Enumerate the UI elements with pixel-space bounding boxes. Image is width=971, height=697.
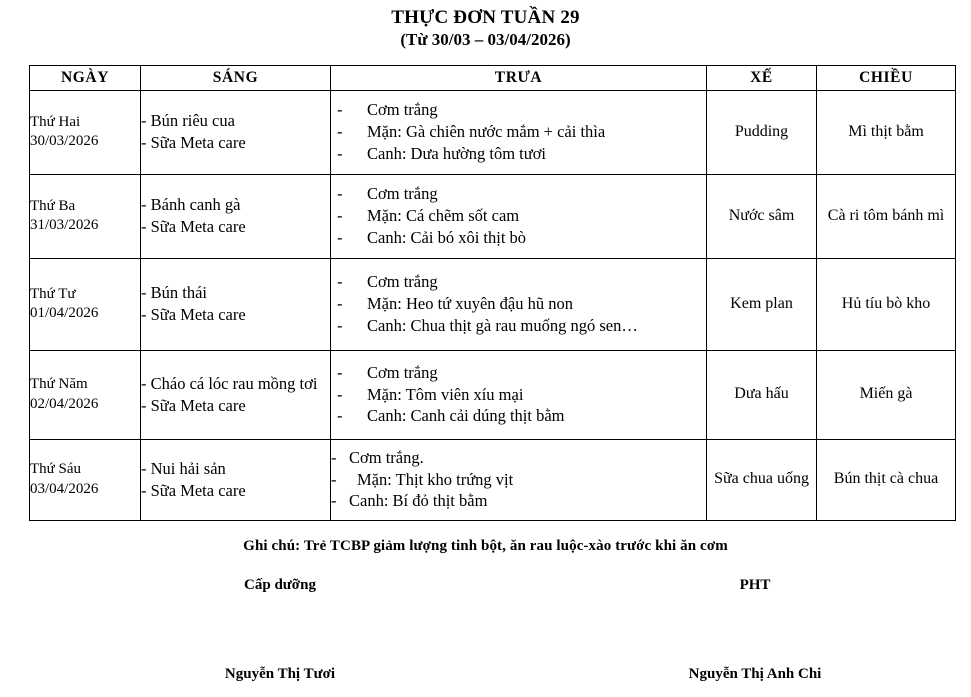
lunch-item-text: Canh: Dưa hường tôm tươi [367, 143, 547, 163]
cell-evening: Cà ri tôm bánh mì [817, 174, 956, 258]
lunch-item [331, 405, 706, 427]
bullet-dash: - [331, 469, 337, 489]
cell-day [30, 90, 141, 174]
cell-lunch [331, 439, 707, 520]
lunch-item [331, 121, 706, 143]
signature-section [0, 577, 971, 697]
table-row [30, 90, 956, 174]
bullet-dash: - [337, 227, 343, 247]
column-header-evening: CHIỀU [817, 65, 956, 90]
column-header-day: NGÀY [30, 65, 141, 90]
cell-day [30, 258, 141, 350]
document-date-range: (Từ 30/03 – 03/04/2026) [400, 30, 571, 50]
cell-snack: Sữa chua uống [707, 439, 817, 520]
lunch-item-text: Cơm trắng [367, 100, 438, 120]
morning-item: - Sữa Meta care [141, 133, 246, 153]
cell-day [30, 174, 141, 258]
lunch-item-text: Canh: Cải bó xôi thịt bò [367, 227, 527, 247]
cell-snack: Kem plan [707, 258, 817, 350]
day-date: 31/03/2026 [30, 217, 99, 234]
bullet-dash: - [337, 100, 343, 120]
lunch-item-text: Cơm trắng [367, 362, 438, 382]
footer-note: Ghi chú: Trẻ TCBP giảm lượng tinh bột, ăn rau luộc-xào trước khi ăn cơm [243, 537, 728, 554]
bullet-dash: - [331, 447, 337, 467]
bullet-dash: - [337, 143, 343, 163]
lunch-item-text: Mặn: Tôm viên xíu mại [367, 384, 524, 404]
lunch-item [331, 315, 706, 337]
lunch-item-text: Mặn: Thịt kho trứng vịt [357, 469, 514, 489]
cell-day [30, 439, 141, 520]
morning-item: - Sữa Meta care [141, 395, 246, 415]
day-name: Thứ Năm [30, 376, 88, 393]
cell-morning [141, 439, 331, 520]
morning-item: - Nui hải sản [141, 458, 226, 478]
bullet-dash: - [337, 184, 343, 204]
lunch-item [331, 271, 706, 293]
signature-name: Nguyễn Thị Tươi [224, 665, 336, 682]
morning-item: - Cháo cá lóc rau mồng tơi [141, 373, 318, 393]
table-row [30, 258, 956, 350]
cell-evening: Bún thịt cà chua [817, 439, 956, 520]
cell-snack: Dưa hấu [707, 350, 817, 439]
bullet-dash: - [337, 206, 343, 226]
bullet-dash: - [337, 294, 343, 314]
cell-snack: Pudding [707, 90, 817, 174]
column-header-snack: XẾ [707, 65, 817, 90]
morning-item: - Sữa Meta care [141, 217, 246, 237]
cell-lunch [331, 258, 707, 350]
signature-block-cook [170, 577, 390, 683]
lunch-item [331, 183, 706, 205]
lunch-item [331, 143, 706, 165]
lunch-item-text: Canh: Canh cải dúng thịt bằm [367, 406, 565, 426]
column-header-lunch: TRƯA [331, 65, 707, 90]
lunch-item-text: Mặn: Cá chẽm sốt cam [367, 206, 520, 226]
day-name: Thứ Sáu [30, 461, 82, 478]
lunch-item-text: Mặn: Heo tứ xuyên đậu hũ non [367, 294, 573, 314]
morning-item: - Bún riêu cua [141, 111, 235, 131]
cell-morning [141, 174, 331, 258]
lunch-item [331, 384, 706, 406]
day-date: 01/04/2026 [30, 305, 99, 322]
cell-morning [141, 258, 331, 350]
lunch-item-text: Cơm trắng [367, 272, 438, 292]
cell-evening: Mì thịt bằm [817, 90, 956, 174]
day-name: Thứ Tư [30, 285, 76, 302]
cell-lunch [331, 350, 707, 439]
lunch-item [331, 490, 706, 512]
document-title-block [0, 0, 971, 51]
bullet-dash: - [337, 406, 343, 426]
column-header-morning: SÁNG [141, 65, 331, 90]
menu-table-container [0, 65, 971, 521]
table-row [30, 439, 956, 520]
cell-morning [141, 90, 331, 174]
bullet-dash: - [331, 491, 337, 511]
table-row [30, 350, 956, 439]
morning-item: - Sữa Meta care [141, 480, 246, 500]
lunch-item [331, 227, 706, 249]
cell-lunch [331, 174, 707, 258]
document-title: THỰC ĐƠN TUẦN 29 [391, 7, 580, 28]
day-date: 30/03/2026 [30, 133, 99, 150]
lunch-item [331, 205, 706, 227]
day-name: Thứ Hai [30, 113, 81, 130]
cell-evening: Miến gà [817, 350, 956, 439]
lunch-item-text: Cơm trắng. [349, 447, 424, 467]
lunch-item-text: Cơm trắng [367, 184, 438, 204]
day-date: 02/04/2026 [30, 395, 99, 412]
cell-evening: Hủ tíu bò kho [817, 258, 956, 350]
day-name: Thứ Ba [30, 197, 76, 214]
day-date: 03/04/2026 [30, 480, 99, 497]
cell-snack: Nước sâm [707, 174, 817, 258]
table-header-row [30, 65, 956, 90]
signature-role: Cấp dưỡng [244, 576, 316, 593]
lunch-item-text: Canh: Bí đỏ thịt bằm [349, 491, 488, 511]
morning-item: - Bánh canh gà [141, 195, 241, 215]
cell-lunch [331, 90, 707, 174]
lunch-item-text: Canh: Chua thịt gà rau muống ngó sen… [367, 315, 638, 335]
cell-day [30, 350, 141, 439]
bullet-dash: - [337, 122, 343, 142]
cell-morning [141, 350, 331, 439]
signature-name: Nguyễn Thị Anh Chi [688, 665, 822, 682]
morning-item: - Sữa Meta care [141, 305, 246, 325]
lunch-item [331, 99, 706, 121]
morning-item: - Bún thái [141, 283, 207, 303]
bullet-dash: - [337, 272, 343, 292]
signature-role: PHT [739, 576, 771, 593]
bullet-dash: - [337, 384, 343, 404]
weekly-menu-table [29, 65, 956, 521]
table-row [30, 174, 956, 258]
bullet-dash: - [337, 315, 343, 335]
lunch-item [331, 362, 706, 384]
signature-block-vice-principal [640, 577, 870, 683]
bullet-dash: - [337, 362, 343, 382]
lunch-item [331, 447, 706, 469]
lunch-item [331, 469, 706, 491]
lunch-item [331, 293, 706, 315]
lunch-item-text: Mặn: Gà chiên nước mắm + cải thìa [367, 122, 606, 142]
